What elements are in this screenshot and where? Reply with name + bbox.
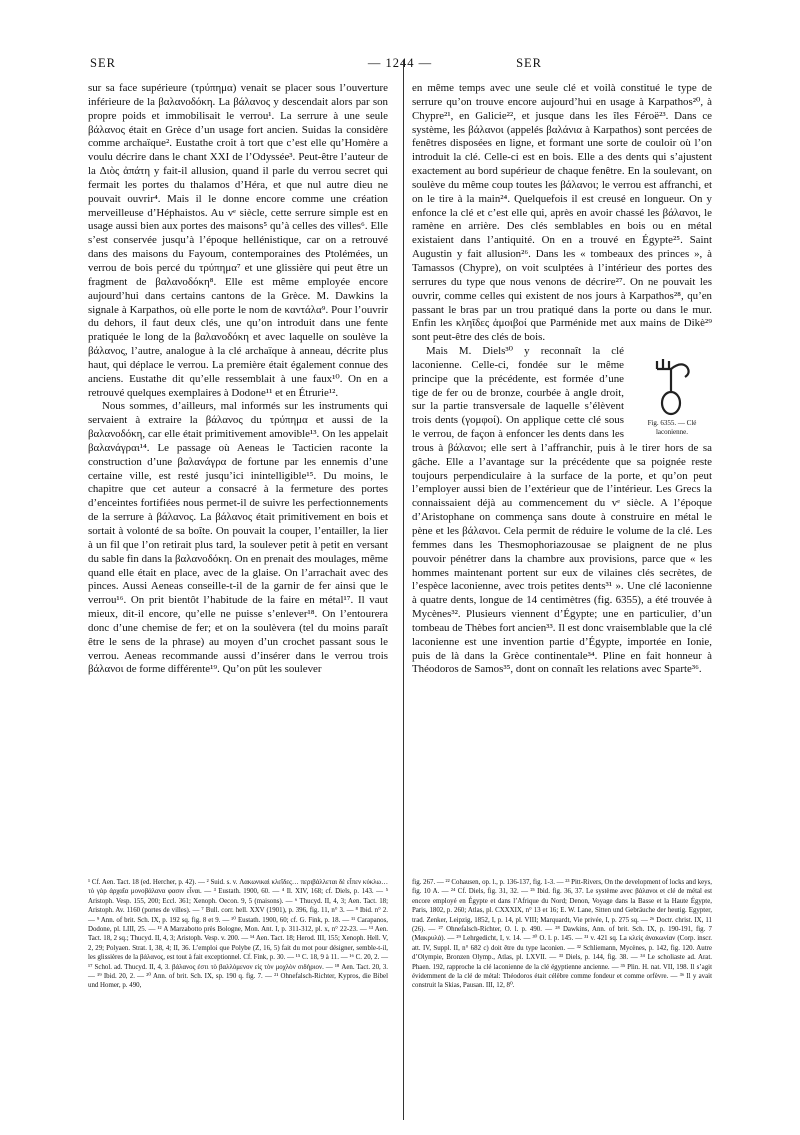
- paragraph: Nous sommes, d’ailleurs, mal informés sur les instruments qui servaient à extraire la βάλανος du τρύπημα et aussi de la βαλανοδόκη, car elle était primitivement amovible¹³. On les appelait βαλανάγραι¹⁴. Le passage où Aeneas le Tacticien raconte la construction d’une βαλανάγρα de fortune par les ennemis d’une certaine ville, est resté jusqu’ici inintelligible¹⁵. Du moins, le chapitre que cet auteur a consacré à la fermeture des portes d’enceintes fortifiées nous permet-il de suivre les perfectionnements de la serrure à βάλανος. La βάλανος était primitivement en bois et sortait à volonté de sa boîte. On pouvait la couper, l’entailler, la lier à un fil que l’on retirait plus tard, la soulever petit à petit en versant du sable fin dans la βαλανοδόκη. On en prenait des moulages, même quand elle était en place, avec de la glaise. On l’arrachait avec des pinces. Aussi Aeneas conseille-t-il de la garnir de fer ainsi que le verrou¹⁶. On prit bientôt l’habitude de la faire en métal¹⁷. Il vaut mieux, dit-il encore, qu’elle ne puisse s’enlever¹⁸. On l’entourera donc d’une chemise de fer; et on la soulèvera (tel du moins paraît être le sens de la phrase) au moyen d’un crochet passant sous le verrou. Aeneas recommande aussi d’insérer dans le verrou trois βάλανοι de forme différente¹⁹. Qu’on pût les soulever: [88, 400, 388, 676]
- page-header: [88, 56, 712, 72]
- header-right-title: SER: [516, 56, 542, 70]
- page-number: — 1244 —: [367, 56, 433, 70]
- right-column: [412, 82, 712, 677]
- header-left-title: SER: [90, 56, 116, 70]
- paragraph: Mais M. Diels³⁰ y reconnaît la clé laconienne. Celle-ci, fondée sur le même principe que la précédente, est formée d’une tige de fer ou de bronze, courbée à angle droit, sur la partie transversale de laquelle s’élèvent trois dents (γομφοί). On applique cette clé sous le verrou, de façon à enfoncer les dents dans les trous à βάλανοι; elle sert à l’affranchir, puis à le tirer hors de sa gâche. Elle a l’avantage sur la précédente que sa poignée reste toujours perpendiculaire à la surface de la porte, et qu’on peut l’employer aussi bien de l’extérieur que de l’intérieur. Les Grecs la connaissaient déjà au commencement du vᵉ siècle. A l’époque d’Aristophane on commença sans doute à construire en métal le pène et les βάλανοι. Cela permit de réduire le volume de la clé. Les femmes dans les Thesmophoriazousae se plaignent de ne plus pouvoir pénétrer dans la chambre aux provisions, parce que « les hommes maintenant portent sur eux de vilaines clés secrètes, de l’espèce laconienne, avec trois petites dents³¹ ». Une clé laconienne à quatre dents, longue de 14 centimètres (fig. 6355), a été trouvée à Mycènes³². Plusieurs viennent d’Égypte; une en particulier, d’un tombeau de Thèbes fort ancien³³. Il est donc vraisemblable que la clé laconienne est une invention partie d’Égypte, importée en Ionie, puis de là dans la Grèce continentale³⁴. Pline en fait honneur à Théodoros de Samos³⁵, dont on connaît les relations avec Sparte³⁶.: [412, 345, 712, 676]
- paragraph: en même temps avec une seule clé et voilà constitué le type de serrure qu’on trouve encore aujourd’hui en usage à Karpathos²⁰, à Chypre²¹, en Galicie²², et jusque dans les îles Féroë²³. Dans ce système, les βάλανοι (appelés βαλάνια à Karpathos) sont percées de fenêtres disposées en ligne, et formant une sorte de couloir où l’on introduit la clé. Celle-ci est en bois. Elle a des dents qui s’ajustent exactement au bord supérieur de chaque fenêtre. En la soulevant, on soulève du même coup toutes les βάλανοι; le verrou est affranchi, et on le tire à la main²⁴. Quelquefois il est creusé en longueur. On y enfonce la clé et c’est elle qui, après en avoir chassé les βάλανοι, le ramène en arrière. Des clés semblables en bois ou en métal existaient dans l’antiquité. On en a trouvé en Égypte²⁵. Saint Augustin y fait allusion²⁶. Dans les « tombeaux des princes », à Tamassos (Chypre), on voit sculptées à l’intérieur des portes des serrures du type que nous venons de décrire²⁷. On ne pouvait les ouvrir, comme celles qui existent de nos jours à Karpathos²⁸, qu’en passant le bras par un trou pratiqué dans la porte ou dans le mur. Enfin les κληῖδες ἀμοιβοί que Parménide met aux mains de Dikè²⁹ sont peut-être des clés de bois.: [412, 82, 712, 344]
- column-divider: [403, 60, 404, 1120]
- paragraph: sur sa face supérieure (τρύπημα) venait se placer sous l’ouverture inférieure de la βαλανοδόκη. La βάλανος y descendait alors par son propre poids et immobilisait le verrou¹. La serrure à une seule βάλανος était en Grèce d’un usage fort ancien. Suidas la considère comme archaïque². Eustathe croit à tort que c’est elle qu’Homère a voulu décrire dans le chant XXI de l’Odyssée³. Peut-être l’auteur de la Διὸς ἀπάτη y fait-il allusion, quand il parle du verrou secret qui fermait les portes du thalamos d’Héra, et que nul autre dieu ne pouvait ouvrir⁴. Mais il le donne encore comme une création merveilleuse d’Héphaistos. Au vᵉ siècle, cette serrure simple est en usage aussi bien aux portes des maisons⁵ qu’à celles des villes⁶. Elle s’est conservée jusqu’à l’époque hellénistique, car on a retrouvé dans des maisons du Fayoum, contemporaines des Ptolémées, un verrou de bois percé du τρύπημα⁷ et une glissière qui peut être un fragment de βαλανοδόκη⁸. Elle est même employée encore aujourd’hui dans certains cantons de la Grèce. M. Dawkins la signale à Karpathos, où elle porte le nom de καντάλα⁹. Pour l’ouvrir du dehors, il faut deux clés, une qu’on introduit dans une fente pratiquée le long de la βαλανοδόκη et avec laquelle on soulève la βάλανος, l’autre, analogue à la clé archaïque à anneau, décrite plus haut, qui déplace le verrou. La première était également connue des anciens. Eustathe dit qu’elle ressemblait à une faux¹⁰. On en a retrouvé quelques exemplaires à Dodone¹¹ et en Étrurie¹².: [88, 82, 388, 399]
- laconian-key-image: [647, 347, 697, 419]
- figure-caption: Fig. 6355. — Clé laconienne.: [647, 419, 697, 437]
- left-column: [88, 82, 388, 677]
- figure-6355: [632, 347, 712, 437]
- footnotes-left: ¹ Cf. Aen. Tact. 18 (ed. Hercher, p. 42). — ² Suid. s. v. Λακωνικαὶ κλεῖδες… περιβάλλεται δὲ εἶπεν κύκλω… τὸ γὰρ ἀρχαῖα μονοβάλανα φασιν εἶναι. — ³ Eustath. 1900, 60. — ⁴ Il. XIV, 168; cf. Diels, p. 143. — ⁵ Aristoph. Vesp. 155, 200; Eccl. 361; Xenoph. Oecon. 9, 5 (maisons). — ⁶ Thucyd. II, 4, 3; Aen. Tact. 18; Aristoph. Av. 1160 (portes de villes). — ⁷ Bull. corr. hell. XXV (1901), p. 396, fig. 11, n° 3. — ⁸ Ibid. n° 2. — ⁹ Ann. of brit. Sch. IX, p. 192 sq. fig. 8 et 9. — ¹⁰ Eustath. 1900, 60; cf. G. Fink, p. 18. — ¹¹ Carapanos, Dodone, pl. LIII, 25. — ¹² A Marzabotto près Bologne, Mon. Ant. I, p. 311-312, pl. x, n° 22-23. — ¹³ Aen. Tact. 18, 2 sq.; Thucyd. II, 4, 3; Aristoph. Vesp. v. 200. — ¹⁴ Aen. Tact. 18; Herod. III, 155; Xenoph. Hell. V, 2, 29; Polyaen. Strat. I, 38, 4; II, 36. L’emploi que Polybe (Z, 16, 5) fait du mot pour désigner, semble-t-il, les glissières de la βάλανος, est tout à fait exceptionnel. Cf. Fink, p. 30. — ¹⁵ C. 18, 9 à 11. — ¹⁶ C. 20, 2. — ¹⁷ Schol. ad. Thucyd. II, 4, 3. βάλανος ἐστι τὸ βαλλόμενον εἰς τὸν μοχλὸν σιδήριον. — ¹⁸ Aen. Tact. 20, 3. — ¹⁹ Ibid. 20, 2. — ²⁰ Ann. of brit. Sch. IX, sp. 190 q. fig. 7. — ²¹ Ohnefalsch-Richter, Kypros, die Bibel und Homer, p. 490,: [88, 879, 388, 990]
- footnotes-right: fig. 267. — ²² Cohausen, op. l., p. 136-137, fig. 1-3. — ²³ Pitt-Rivers, On the development of locks and keys, fig. 10 A. — ²⁴ Cf. Diels, fig. 31, 32. — ²⁵ Ibid. fig. 36, 37. Le système avec βάλανοι et clé de métal est encore employé en Égypte et dans l’Afrique du Nord; Denon, Voyage dans la Basse et la Haute Égypte, Paris, 1802, p. 260; Atlas, pl. CXXXIX, n° 13 et 16; E. W. Lane, Sitten und Gebräuche der heutig. Egypter, trad. Zenker, Leipzig, 1852, I, p. 14, pl. VIII; Marquardt, Vie privée, I, p. 275 sq. — ²⁶ Doctr. christ. IX, 11 (26). — ²⁷ Ohnefalsch-Richter, O. l. p. 490. — ²⁸ Dawkins, Ann. of brit. Sch. IX, p. 190-191, fig. 7 (Μακρυλά). — ²⁹ Lehrgedicht, I, v. 14. — ³⁰ O. l. p. 145. — ³¹ v. 421 sq. La κλεὶς ἀνακωνίαν (Corp. inscr. att. IV, Suppl. II, n° 682 c) doit être du type laconien. — ³² Schliemann, Mycènes, p. 142, fig. 120. Autre d’Olympie, Bronzen Olymp., Atlas, pl. LXVII. — ³³ Diels, p. 144, fig. 38. — ³⁴ Le scholiaste ad. Arat. Phaen. 192, rapproche la clé laconienne de la clé égyptienne ancienne. — ³⁵ Plin. H. nat. VII, 198. Il s’agit évidemment de la clé de métal: Théodoros était célèbre comme fondeur et comme orfèvre. — ³⁶ Il y avait construit la Skias, Pausan. III, 12, 8⁰.: [412, 879, 712, 990]
